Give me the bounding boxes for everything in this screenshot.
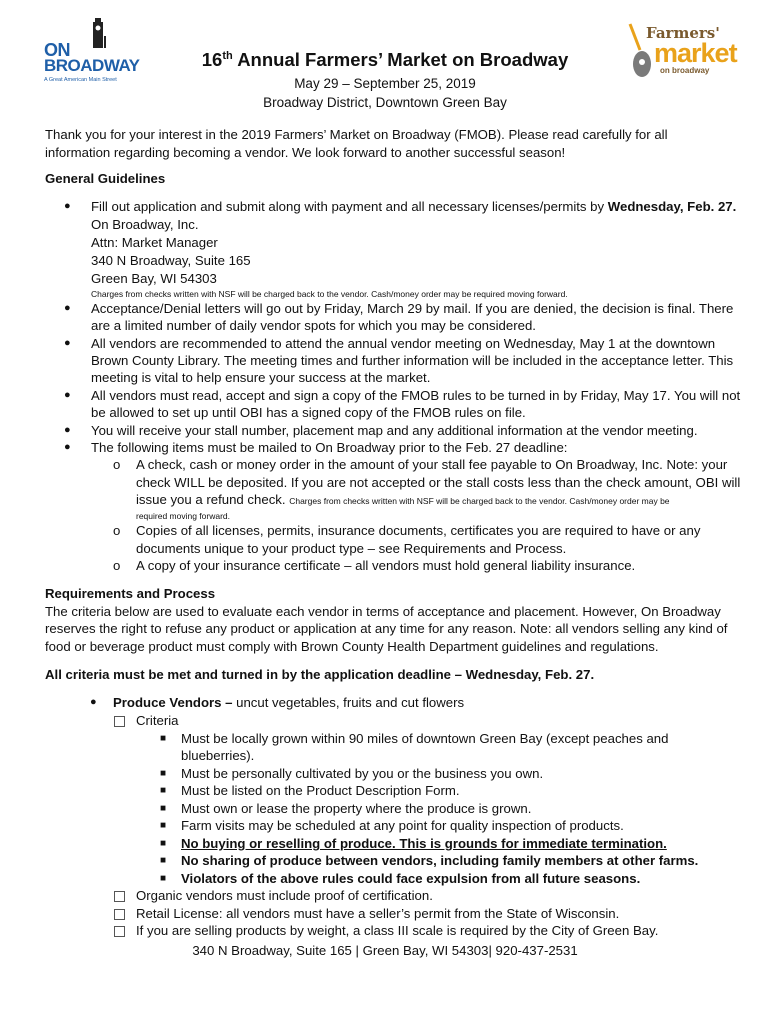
square-bullet-icon: ■ (160, 785, 167, 796)
address-line: Green Bay, WI 54303 (91, 271, 217, 286)
requirements-body-line: food or beverage product must comply with Brown County Health Department guidelines and regulations. (45, 639, 659, 654)
clock-tower-icon (90, 18, 106, 48)
guideline-4-line: All vendors must read, accept and sign a copy of the FMOB rules to be turned in by Friday, May 17. You will not (91, 388, 741, 403)
criteria-label: Criteria (136, 713, 179, 728)
mail-item-3: A copy of your insurance certificate – all vendors must hold general liability insurance. (136, 558, 636, 573)
criteria-rule-expulsion (181, 870, 640, 888)
bullet-dot: ● (64, 337, 71, 349)
bullet-dot: ● (90, 696, 97, 708)
logo-tagline: A Great American Main Street (44, 77, 117, 83)
requirements-body-line: The criteria below are used to evaluate each vendor in terms of acceptance and placement. However, On Broadway (45, 604, 721, 619)
requirements-body-line: reserves the right to refuse any product or application at any time for any reason. Note: all vendors selling any kind of (45, 621, 728, 636)
mail-item-2-line: documents unique to your product type – see Requirements and Process. (136, 541, 567, 556)
produce-vendors-desc: uncut vegetables, fruits and cut flowers (232, 695, 465, 710)
square-bullet-icon: ■ (160, 820, 167, 831)
produce-vendors-label (113, 694, 464, 712)
rule-expulsion-text: Violators of the above rules could face expulsion from all future seasons. (181, 871, 641, 886)
title-ordinal: 16 (201, 49, 223, 70)
checkbox-icon (114, 891, 125, 902)
square-bullet-icon: ■ (160, 733, 167, 744)
bullet-dot: ● (64, 200, 71, 212)
criteria-rule-no-sharing (181, 852, 698, 870)
criteria-item: Must own or lease the property where the produce is grown. (181, 801, 532, 816)
mail-item-1-note: Charges from checks written with NSF will be charged back to the vendor. Cash/money order may be (289, 496, 670, 506)
requirements-heading: Requirements and Process (45, 586, 216, 601)
footer-contact: 340 N Broadway, Suite 165 | Green Bay, WI 54303| 920-437-2531 (192, 943, 578, 958)
guideline-3-line: Brown County Library. The meeting times and further information will be included in the acceptance letter. This (91, 353, 734, 368)
guideline-3-line: All vendors are recommended to attend the annual vendor meeting on Wednesday, May 1 at the downtown (91, 336, 716, 351)
bullet-dot: ● (64, 302, 71, 314)
mail-item-1-note-cont: required moving forward. (136, 511, 231, 521)
sub-bullet-marker: o (113, 523, 121, 538)
guideline-1 (91, 198, 736, 216)
square-bullet-icon: ■ (160, 803, 167, 814)
criteria-rule-no-reselling (181, 835, 667, 853)
criteria-item-cont: blueberries). (181, 748, 255, 763)
checkbox-icon (114, 716, 125, 727)
guideline-2-line: Acceptance/Denial letters will go out by Friday, March 29 by mail. If you are denied, the decision is final. There (91, 301, 734, 316)
address-line: 340 N Broadway, Suite 165 (91, 253, 251, 268)
address-line: On Broadway, Inc. (91, 217, 199, 232)
produce-extra-item: Retail License: all vendors must have a seller’s permit from the State of Wisconsin. (136, 906, 620, 921)
guideline-5: You will receive your stall number, placement map and any additional information at the vendor meeting. (91, 423, 698, 438)
mail-item-1-text: issue you a refund check. (136, 492, 286, 507)
produce-vendors-title: Produce Vendors – (113, 695, 233, 710)
mail-item-1-line: check WILL be deposited. If you are not accepted or the stall costs less than the check amount, OBI will (136, 475, 741, 490)
guideline-1-text: Fill out application and submit along with payment and all necessary licenses/permits by (91, 199, 608, 214)
logo-broadway-text: BROADWAY (44, 56, 140, 75)
guideline-2-line: are a limited number of daily vendor spots for which you may be considered. (91, 318, 536, 333)
address-line: Attn: Market Manager (91, 235, 218, 250)
criteria-item: Must be locally grown within 90 miles of downtown Green Bay (except peaches and (181, 731, 669, 746)
produce-extra-item: Organic vendors must include proof of certification. (136, 888, 433, 903)
title-text: Annual Farmers’ Market on Broadway (237, 49, 569, 70)
sub-bullet-marker: o (113, 558, 121, 573)
rule-no-reselling-text: No buying or reselling of produce. This is grounds for immediate termination. (181, 836, 667, 851)
checkbox-icon (114, 909, 125, 920)
general-guidelines-heading: General Guidelines (45, 171, 166, 186)
rule-no-sharing-text: No sharing of produce between vendors, including family members at other farms. (181, 853, 699, 868)
deadline-statement: All criteria must be met and turned in by the application deadline – Wednesday, Feb. 27. (45, 667, 595, 682)
logo-on-text: ON (44, 40, 70, 60)
guideline-6: The following items must be mailed to On Broadway prior to the Feb. 27 deadline: (91, 440, 568, 455)
logo-onbroadway-text: on broadway (660, 66, 710, 75)
bullet-dot: ● (64, 441, 71, 453)
criteria-item: Farm visits may be scheduled at any point for quality inspection of products. (181, 818, 624, 833)
mail-item-2-line: Copies of all licenses, permits, insurance documents, certificates you are required to have or any (136, 523, 701, 538)
mail-item-1-line: A check, cash or money order in the amount of your stall fee payable to On Broadway, Inc. Note: your (136, 457, 728, 472)
page-title (0, 49, 770, 71)
event-location: Broadway District, Downtown Green Bay (263, 95, 507, 110)
square-bullet-icon: ■ (160, 873, 167, 884)
logo-market-text: market (654, 38, 737, 68)
square-bullet-icon: ■ (160, 768, 167, 779)
square-bullet-icon: ■ (160, 838, 167, 849)
logo-farmers-text: Farmers' (646, 24, 720, 42)
guideline-1-deadline: Wednesday, Feb. 27. (607, 199, 737, 214)
intro-paragraph: Thank you for your interest in the 2019 Farmers’ Market on Broadway (FMOB). Please read carefully for all information regarding becoming a vendor. We look forward to another successful season! (45, 127, 668, 160)
checkbox-icon (114, 926, 125, 937)
title-suffix: th (222, 49, 233, 62)
criteria-item: Must be listed on the Product Description Form. (181, 783, 460, 798)
guideline-4-line: be allowed to set up until OBI has a signed copy of the FMOB rules on file. (91, 405, 526, 420)
bullet-dot: ● (64, 389, 71, 401)
criteria-item: Must be personally cultivated by you or the business you own. (181, 766, 544, 781)
bullet-dot: ● (64, 424, 71, 436)
sub-bullet-marker: o (113, 457, 121, 472)
square-bullet-icon: ■ (160, 855, 167, 866)
event-dates: May 29 – September 25, 2019 (294, 76, 476, 91)
produce-extra-item: If you are selling products by weight, a class III scale is required by the City of Green Bay. (136, 923, 659, 938)
guideline-3-line: meeting is vital to help ensure your success at the market. (91, 370, 431, 385)
nsf-note: Charges from checks written with NSF will be charged back to the vendor. Cash/money order may be required moving forward. (91, 289, 568, 299)
